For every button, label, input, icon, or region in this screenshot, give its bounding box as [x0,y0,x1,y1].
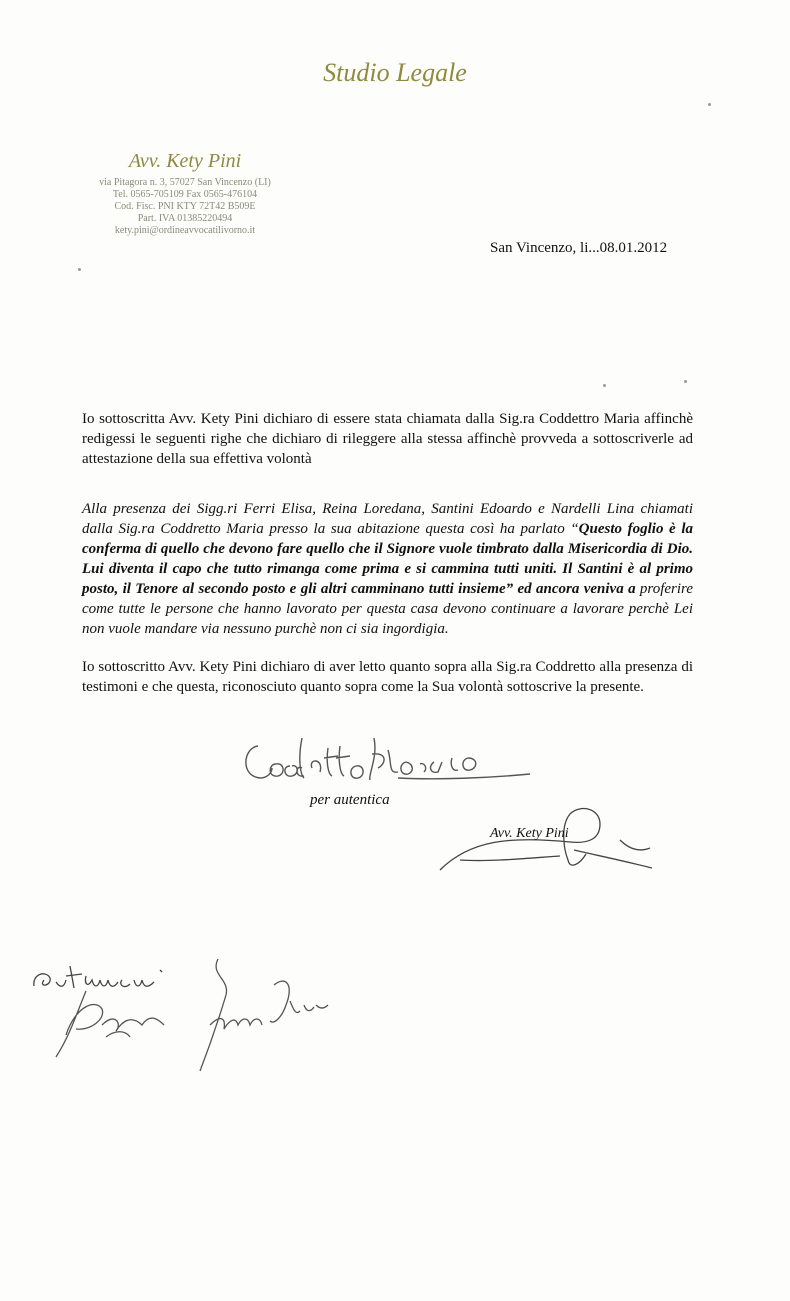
date-line: San Vincenzo, li...08.01.2012 [490,240,668,256]
scan-speck [78,268,81,271]
testimony-text: proferire come tutte le persone che hanno lavorato per questa casa devono continuare a lavorare perchè Lei non vuole mandare via nessuno purchè non ci sia ingordigia. [82,581,693,637]
letterhead [60,150,310,237]
paragraph-testimony [82,499,693,639]
witness-signature-1 [46,985,176,1065]
testimony-emphasis: Questo foglio è la [578,521,693,537]
per-autentica-label: per autentica [310,792,390,808]
testimony-text: Alla presenza dei Sigg.ri Ferri Elisa, Reina Loredana, Santini Edoardo e Nardelli Lina chiamati dalla Sig.ra Coddretto Maria presso la sua abitazione questa così ha parlato “ [82,501,693,537]
lawyer-label: Avv. Kety Pini [490,826,569,841]
scan-speck [603,384,606,387]
phone-fax: Tel. 0565-705109 Fax 0565-476104 [112,189,258,200]
scan-speck [684,380,687,383]
tax-code: Cod. Fisc. PNI KTY 72T42 B509E [114,201,256,212]
vat-number: Part. IVA 01385220494 [137,213,233,224]
email: kety.pini@ordineavvocatilivorno.it [114,225,256,236]
paragraph-declaration: Io sottoscritta Avv. Kety Pini dichiaro di essere stata chiamata dalla Sig.ra Coddettro Maria affinchè redigessi le seguenti righe che dichiaro di rileggere alla stessa affinchè provveda a sottoscriverle ad attestazione della sua effettiva volontà [82,411,693,467]
paragraph-attestation: Io sottoscritto Avv. Kety Pini dichiaro di aver letto quanto sopra alla Sig.ra Coddretto alla presenza di testimoni e che questa, riconosciuto quanto sopra come la Sua volontà sottoscrive la presente. [82,659,693,695]
testimony-emphasis: conferma di quello che devono fare quello che il Signore vuole timbrato dalla Misericordia di Dio. Lui diventa il capo che tutto rimanga come prima e si cammina tutti uniti. Il Santini è al primo posto, il Tenore al secondo posto e gli altri camminano tutti insieme” [82,541,693,597]
address: via Pitagora n. 3, 57027 San Vincenzo (LI) [99,177,271,188]
scan-speck [708,103,711,106]
client-signature [238,728,538,788]
testimony-emphasis: ed ancora veniva a [517,581,636,597]
witness-signature-2 [190,955,330,1075]
studio-title: Studio Legale [323,58,467,87]
lawyer-name: Avv. Kety Pini [128,150,242,172]
